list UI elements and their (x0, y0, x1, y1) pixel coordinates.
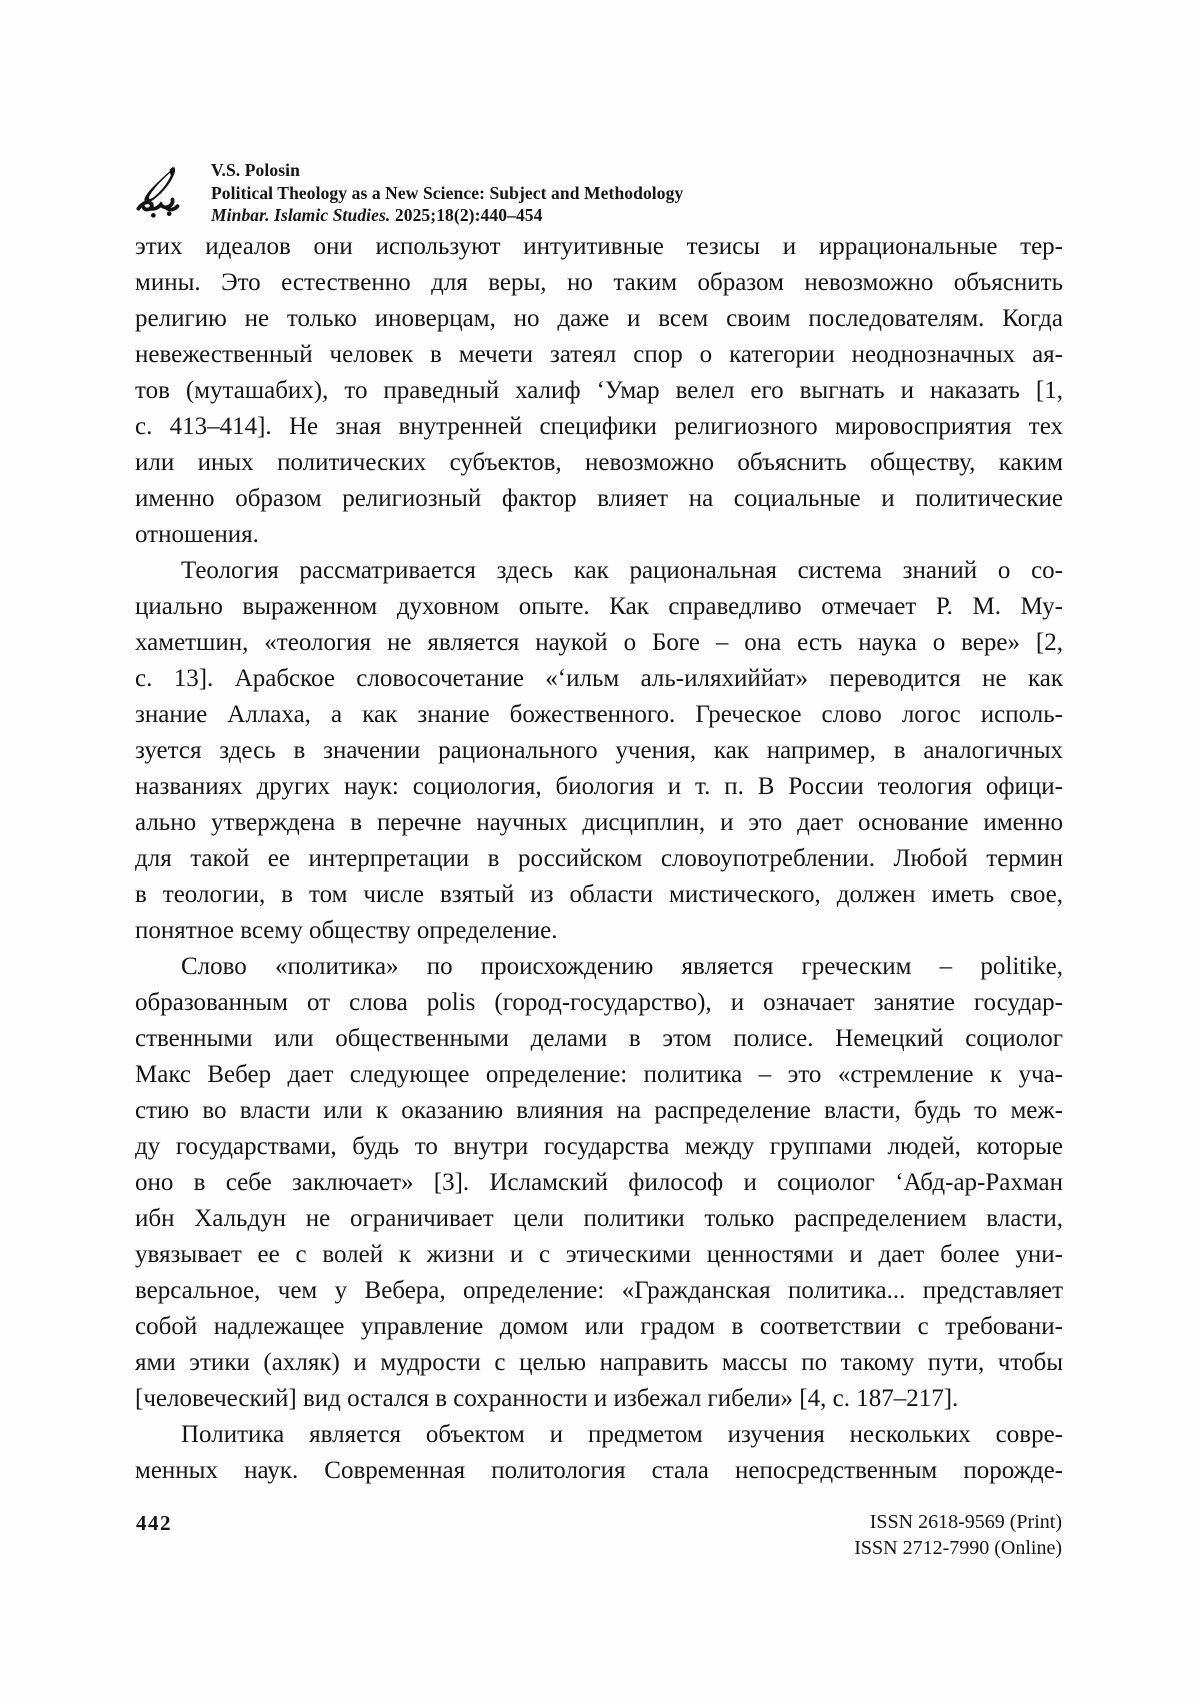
text-line: мины. Это естественно для веры, но таким образом невозможно объяснить (135, 269, 1063, 296)
text-line: ибн Хальдун не ограничивает цели политики только распределением власти, (135, 1205, 1063, 1232)
text-line: зуется здесь в значении рационального учения, как например, в аналогичных (135, 737, 1063, 764)
text-line: знание Аллаха, а как знание божественного. Греческое слово логос исполь- (135, 701, 1063, 728)
text-line: или иных политических субъектов, невозможно объяснить обществу, каким (135, 449, 1063, 476)
text-line: понятное всему обществу определение. (135, 917, 558, 944)
text-line: тов (муташабих), то праведный халиф ‘Умар велел его выгнать и наказать [1, (135, 377, 1063, 404)
text-line: стию во власти или к оказанию влияния на распределение власти, будь то меж- (135, 1097, 1063, 1124)
header-citation-line (211, 204, 683, 227)
issn-block (854, 1510, 1062, 1561)
text-line: собой надлежащее управление домом или градом в соответствии с требовани- (135, 1313, 1063, 1340)
text-line: названиях других наук: социология, биология и т. п. В России теология офици- (135, 773, 1063, 800)
text-line: ально утверждена в перечне научных дисциплин, и это дает основание именно (135, 809, 1063, 836)
text-line: оно в себе заключает» [3]. Исламский философ и социолог ‘Абд-ар-Рахман (135, 1169, 1063, 1196)
text-line: с. 413–414]. Не зная внутренней специфики религиозного мировосприятия тех (135, 413, 1063, 440)
text-line: невежественный человек в мечети затеял спор о категории неоднозначных ая- (135, 341, 1063, 368)
text-line: циально выраженном духовном опыте. Как справедливо отмечает Р. М. Му- (135, 593, 1063, 620)
text-line: Политика является объектом и предметом изучения нескольких совре- (181, 1421, 1063, 1448)
header-citation: 2025;18(2):440–454 (390, 205, 543, 225)
article-body-text (135, 229, 1063, 1489)
text-line: ственными или общественными делами в этом полисе. Немецкий социолог (135, 1025, 1063, 1052)
issn-print: ISSN 2618-9569 (Print) (869, 1511, 1062, 1533)
header-author: V.S. Polosin (211, 160, 300, 180)
page-number: 442 (136, 1511, 172, 1535)
text-line: отношения. (135, 521, 259, 548)
running-header (135, 158, 683, 227)
text-line: увязывает ее с волей к жизни и с этическими ценностями и дает более уни- (135, 1241, 1063, 1268)
header-journal-name: Minbar. Islamic Studies. (211, 205, 391, 225)
text-line: хаметшин, «теология не является наукой о Боге – она есть наука о вере» [2, (135, 629, 1063, 656)
minbar-logo-icon (135, 163, 185, 221)
text-line: версальное, чем у Вебера, определение: «Гражданская политика... представляет (135, 1277, 1063, 1304)
text-line: с. 13]. Арабское словосочетание «‘ильм аль-иляхиййат» переводится не как (135, 665, 1063, 692)
text-line: в теологии, в том числе взятый из области мистического, должен иметь свое, (135, 881, 1063, 908)
text-line: религию не только иноверцам, но даже и всем своим последователям. Когда (135, 305, 1063, 332)
text-line: Макс Вебер дает следующее определение: политика – это «стремление к уча- (135, 1061, 1063, 1088)
text-line: образованным от слова polis (город-государство), и означает занятие государ- (135, 989, 1063, 1016)
header-article-title: Political Theology as a New Science: Subject and Methodology (211, 182, 684, 203)
text-line: менных наук. Современная политология стала непосредственным порожде- (135, 1457, 1063, 1484)
header-text-block (211, 158, 683, 227)
text-line: этих идеалов они используют интуитивные тезисы и иррациональные тер- (135, 233, 1063, 260)
text-line: Слово «политика» по происхождению является греческим – politike, (181, 953, 1063, 980)
text-line: для такой ее интерпретации в российском словоупотреблении. Любой термин (135, 845, 1063, 872)
text-line: именно образом религиозный фактор влияет на социальные и политические (135, 485, 1063, 512)
text-line: ями этики (ахляк) и мудрости с целью направить массы по такому пути, чтобы (135, 1349, 1063, 1376)
text-line: Теология рассматривается здесь как рациональная система знаний о со- (181, 557, 1063, 584)
text-line: ду государствами, будь то внутри государства между группами людей, которые (135, 1133, 1063, 1160)
text-line: [человеческий] вид остался в сохранности и избежал гибели» [4, с. 187–217]. (135, 1385, 959, 1412)
issn-online: ISSN 2712-7990 (Online) (854, 1536, 1062, 1559)
